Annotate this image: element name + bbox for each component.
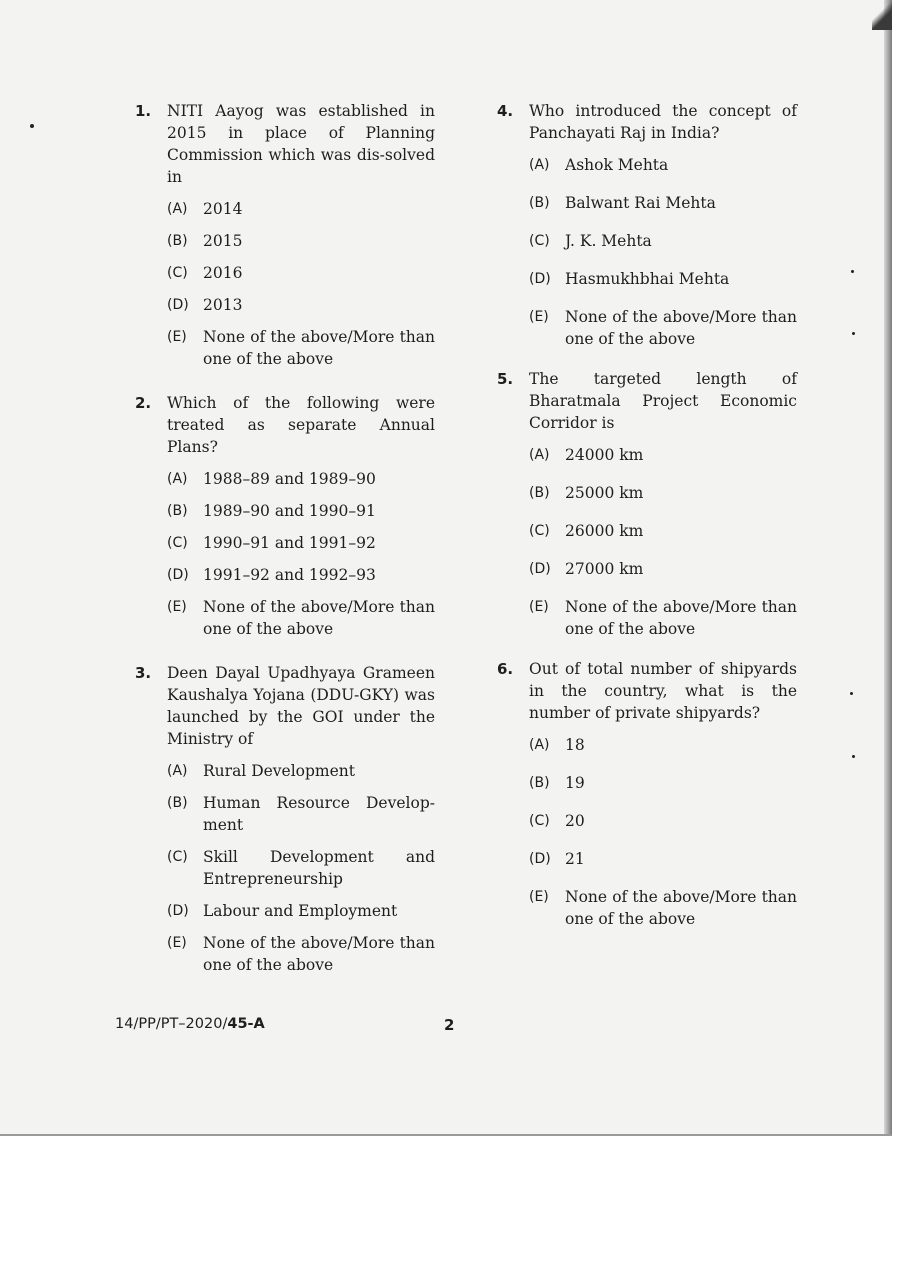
question-text: Who introduced the concept of Panchayati Raj in India? [529, 102, 797, 142]
option-label: (A) [529, 157, 550, 173]
option-label: (E) [529, 309, 549, 325]
question-6 [497, 658, 797, 930]
option-b [529, 192, 797, 214]
option-text: Rural Development [203, 762, 356, 780]
option-c [529, 810, 797, 832]
option-text: 2014 [203, 200, 243, 218]
option-text: Hasmukhbhai Mehta [565, 270, 730, 288]
option-label: (A) [167, 471, 188, 487]
option-c [167, 262, 435, 284]
option-e [167, 932, 435, 976]
option-label: (E) [167, 599, 187, 615]
booklet-code [115, 1016, 265, 1032]
question-5 [497, 368, 797, 640]
option-b [529, 772, 797, 794]
option-label: (B) [529, 195, 550, 211]
page-number: 2 [444, 1016, 455, 1034]
option-a [529, 154, 797, 176]
option-b [167, 500, 435, 522]
option-label: (D) [529, 271, 551, 287]
option-text: 19 [565, 774, 585, 792]
option-b [167, 230, 435, 252]
option-text: None of the above/More than one of the above [565, 888, 797, 928]
question-2 [135, 392, 435, 640]
option-d [529, 268, 797, 290]
option-text: 25000 km [565, 484, 644, 502]
question-number: 1. [135, 102, 152, 120]
question-number: 6. [497, 660, 514, 678]
page-corner-shadow [872, 0, 892, 30]
option-text: 26000 km [565, 522, 644, 540]
option-text: 27000 km [565, 560, 644, 578]
option-text: Ashok Mehta [565, 156, 669, 174]
scan-speck [852, 332, 855, 335]
question-text: The targeted length of Bharatmala Project Economic Corridor is [529, 370, 797, 432]
option-text: 1990–91 and 1991–92 [203, 534, 376, 552]
option-label: (D) [529, 851, 551, 867]
option-label: (C) [529, 233, 550, 249]
option-label: (C) [167, 265, 188, 281]
option-a [167, 198, 435, 220]
question-3 [135, 662, 435, 976]
option-c [167, 846, 435, 890]
right-column [497, 100, 797, 946]
option-text: Skill Development and Entrepreneurship [203, 848, 435, 888]
option-c [529, 520, 797, 542]
option-label: (A) [167, 201, 188, 217]
option-d [167, 900, 435, 922]
option-a [167, 468, 435, 490]
option-text: 2015 [203, 232, 243, 250]
option-label: (D) [167, 903, 189, 919]
question-1 [135, 100, 435, 370]
option-text: 24000 km [565, 446, 644, 464]
option-text: 2016 [203, 264, 243, 282]
option-a [167, 760, 435, 782]
scan-speck [30, 124, 34, 128]
question-number: 4. [497, 102, 514, 120]
option-text: Balwant Rai Mehta [565, 194, 716, 212]
option-d [167, 564, 435, 586]
scan-speck [850, 692, 853, 695]
option-label: (B) [167, 795, 188, 811]
scan-speck [852, 755, 855, 758]
question-4 [497, 100, 797, 350]
option-text: Human Resource Develop-ment [203, 794, 435, 834]
option-e [529, 306, 797, 350]
option-text: J. K. Mehta [565, 232, 652, 250]
booklet-code-prefix: 14/PP/PT–2020/ [115, 1016, 228, 1032]
option-b [529, 482, 797, 504]
option-text: None of the above/More than one of the above [565, 308, 797, 348]
option-text: 2013 [203, 296, 243, 314]
option-text: 1991–92 and 1992–93 [203, 566, 376, 584]
option-label: (B) [167, 503, 188, 519]
option-label: (E) [167, 329, 187, 345]
option-a [529, 444, 797, 466]
question-text: Which of the following were treated as separate Annual Plans? [167, 394, 435, 456]
question-number: 2. [135, 394, 152, 412]
option-label: (B) [167, 233, 188, 249]
option-label: (B) [529, 775, 550, 791]
option-d [529, 848, 797, 870]
option-text: Labour and Employment [203, 902, 398, 920]
option-c [529, 230, 797, 252]
option-text: 1988–89 and 1989–90 [203, 470, 376, 488]
option-e [167, 326, 435, 370]
scan-speck [851, 270, 854, 273]
question-number: 3. [135, 664, 152, 682]
option-label: (C) [529, 523, 550, 539]
option-label: (C) [167, 535, 188, 551]
option-e [529, 886, 797, 930]
option-text: None of the above/More than one of the above [203, 598, 435, 638]
option-text: None of the above/More than one of the above [565, 598, 797, 638]
option-a [529, 734, 797, 756]
option-label: (C) [529, 813, 550, 829]
option-label: (B) [529, 485, 550, 501]
question-text: Out of total number of shipyards in the country, what is the number of private shipyards? [529, 660, 797, 722]
option-d [529, 558, 797, 580]
question-text: NITI Aayog was established in 2015 in place of Planning Commission which was dis-solved in [167, 102, 435, 186]
option-label: (A) [529, 737, 550, 753]
option-label: (A) [167, 763, 188, 779]
option-text: None of the above/More than one of the above [203, 934, 435, 974]
option-label: (E) [529, 889, 549, 905]
question-number: 5. [497, 370, 514, 388]
option-label: (C) [167, 849, 188, 865]
option-label: (D) [529, 561, 551, 577]
option-d [167, 294, 435, 316]
option-b [167, 792, 435, 836]
option-label: (D) [167, 297, 189, 313]
option-c [167, 532, 435, 554]
left-column [135, 100, 435, 986]
option-text: 20 [565, 812, 585, 830]
option-text: None of the above/More than one of the above [203, 328, 435, 368]
option-label: (A) [529, 447, 550, 463]
page-edge-shadow [884, 0, 892, 1134]
option-label: (D) [167, 567, 189, 583]
option-text: 18 [565, 736, 585, 754]
booklet-code-series: 45-A [227, 1016, 265, 1032]
option-e [529, 596, 797, 640]
option-label: (E) [529, 599, 549, 615]
question-text: Deen Dayal Upadhyaya Grameen Kaushalya Yojana (DDU-GKY) was launched by the GOI under the Ministry of [167, 664, 435, 748]
option-e [167, 596, 435, 640]
option-label: (E) [167, 935, 187, 951]
option-text: 21 [565, 850, 585, 868]
option-text: 1989–90 and 1990–91 [203, 502, 376, 520]
